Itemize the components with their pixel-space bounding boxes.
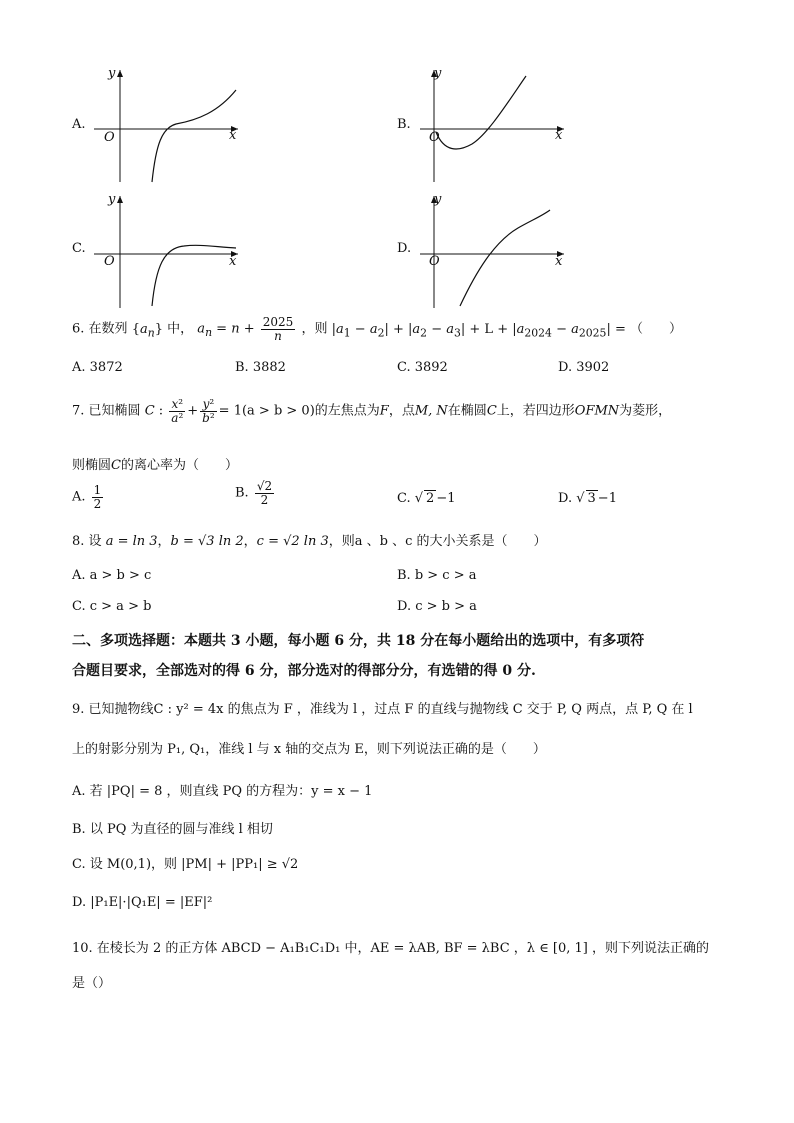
graph-d-xlabel: x	[555, 254, 563, 269]
graph-c-ylabel: y	[108, 192, 116, 207]
question-7-stem: 7. 已知椭圆 C : $\frac{\text{x²}}{\text{a²}}$ + $\frac{\text{y²}}{\text{b²}}$ = 1(a > b > 0)的左焦点为F，点M, N在椭圆C上，若四边形OFMN为菱形，	[72, 397, 672, 425]
q7-condition: (a > b > 0)	[241, 403, 315, 419]
q6-then: ，则	[301, 321, 328, 337]
graph-c-origin: O	[104, 254, 115, 269]
q8-option-b: B. b > c > a	[397, 568, 477, 583]
graph-d-ylabel: y	[434, 192, 442, 207]
graph-a-label: A.	[72, 117, 86, 132]
q6-option-a: A. 3872	[72, 360, 123, 375]
q6-mid: 中，	[167, 321, 194, 337]
question-6-stem: 6. 在数列 $\{a_n\}$ 中， $a_n = n$ + $\frac{2025}{n}$ ，则 $|a_1 - a_2| + |a_2 - a_3| + L + |a_{2024} - a_{2025}|$ = （ ）	[72, 315, 682, 343]
section-2-heading-line1: 二、多项选择题：本题共 3 小题，每小题 6 分，共 18 分在每小题给出的选项中，有多项符	[72, 633, 645, 649]
q6-sequence: $\{a_n\}$	[131, 321, 163, 340]
graph-b-xlabel: x	[555, 128, 563, 143]
graph-c	[88, 190, 248, 310]
q7-prefix: 7. 已知椭圆	[72, 403, 141, 419]
q9-option-b: B. 以 PQ 为直径的圆与准线 l 相切	[72, 822, 273, 837]
question-10-line2: 是（）	[72, 976, 112, 991]
q9-option-a: A. 若 |PQ| = 8 ，则直线 PQ 的方程为：y = x − 1	[72, 784, 373, 799]
graph-a-ylabel: y	[108, 66, 116, 81]
q6-fraction: $\frac{2025}{n}$	[262, 315, 294, 343]
q8-option-a: A. a > b > c	[72, 568, 152, 583]
q6-prefix: 6. 在数列	[72, 321, 128, 337]
section-2-heading-line2: 合题目要求，全部选对的得 6 分，部分选对的得部分分，有选错的得 0 分.	[72, 663, 536, 679]
question-10-line1: 10. 在棱长为 2 的正方体 ABCD − A₁B₁C₁D₁ 中，AE = λAB, BF = λBC ，λ ∈ [0, 1] ，则下列说法正确的	[72, 941, 710, 956]
q7-option-d: D. √ 3 −1	[558, 491, 617, 506]
graph-c-label: C.	[72, 241, 86, 256]
question-8-stem: 8. 设 a = ln 3，b = √3 ln 2，c = √2 ln 3，则a 、b 、c 的大小关系是（ ）	[72, 534, 547, 549]
q8-option-d: D. c > b > a	[397, 599, 477, 614]
graph-c-xlabel: x	[229, 254, 237, 269]
question-9-line1: 9. 已知抛物线C : y² = 4x 的焦点为 F ，准线为 l ，过点 F 的直线与抛物线 C 交于 P, Q 两点，点 P, Q 在 l	[72, 702, 693, 717]
q7-option-a: A. $\frac{1}{2}$	[72, 483, 102, 511]
q6-option-b: B. 3882	[235, 360, 286, 375]
q7-option-b: B. $\frac{√2}{2}$	[235, 479, 273, 507]
q6-blank: （ ）	[629, 321, 682, 337]
graph-d-label: D.	[397, 241, 412, 256]
question-7-line2: 则椭圆C的离心率为（ ）	[72, 458, 238, 473]
q6-option-c: C. 3892	[397, 360, 448, 375]
q9-option-c: C. 设 M(0,1)，则 |PM| + |PP₁| ≥ √2	[72, 857, 299, 872]
graph-a-origin: O	[104, 130, 115, 145]
graph-d	[414, 190, 574, 310]
graph-b-origin: O	[429, 130, 440, 145]
graph-a-xlabel: x	[229, 128, 237, 143]
graph-b-label: B.	[397, 117, 411, 132]
graph-b	[414, 64, 574, 184]
q8-option-c: C. c > a > b	[72, 599, 152, 614]
graph-b-ylabel: y	[434, 66, 442, 81]
question-9-line2: 上的射影分别为 P₁, Q₁，准线 l 与 x 轴的交点为 E，则下列说法正确的是（ ）	[72, 742, 546, 757]
q9-option-d: D. |P₁E|·|Q₁E| = |EF|²	[72, 895, 213, 910]
q6-option-d: D. 3902	[558, 360, 610, 375]
graph-d-origin: O	[429, 254, 440, 269]
q6-sum: $|a_1 - a_2| + |a_2 - a_3| + L + |a_{2024} - a_{2025}|$ =	[331, 321, 626, 340]
graph-a	[88, 64, 248, 184]
q7-option-c: C. √ 2 −1	[397, 491, 456, 506]
